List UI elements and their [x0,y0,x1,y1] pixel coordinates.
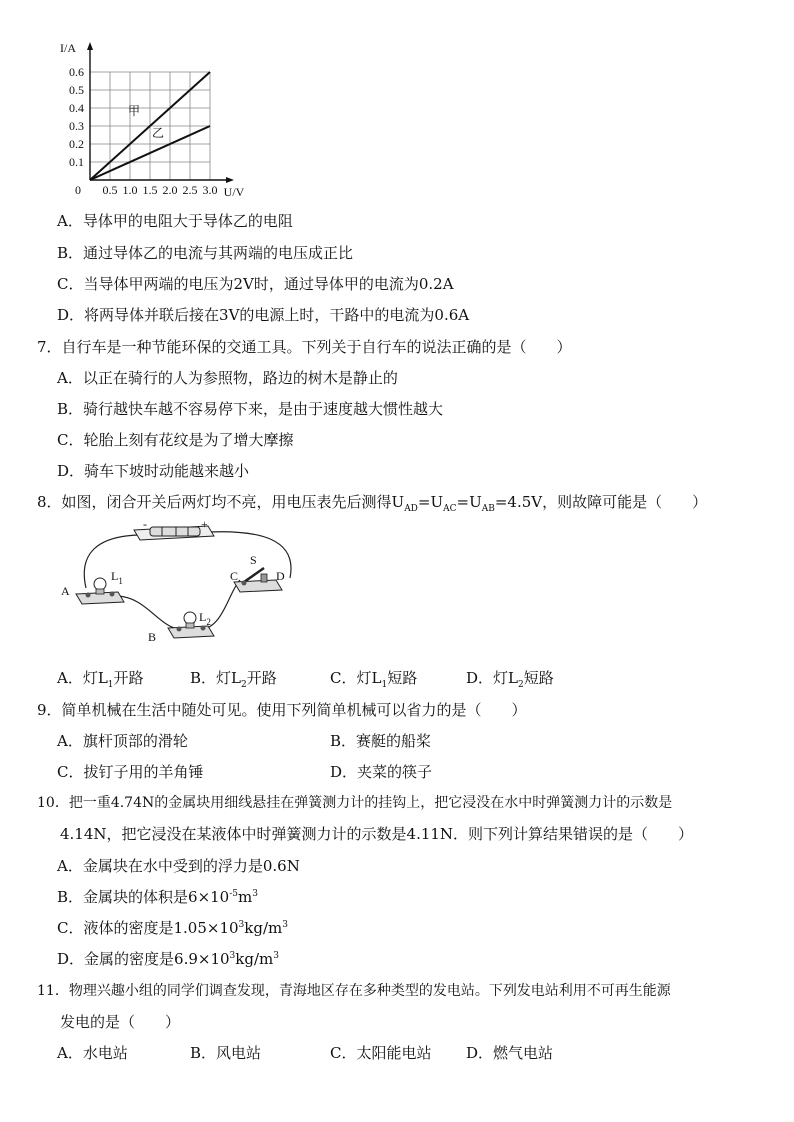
q7-option-a[interactable]: A．以正在骑行的人为参照物，路边的树木是静止的 [57,369,398,387]
y-tick-label-4: 0.5 [69,83,84,97]
q11-option-c[interactable]: C．太阳能电站 [330,1044,432,1062]
q8-stem [37,492,707,512]
q11-stem-line2: 发电的是（ ） [60,1013,181,1031]
x-tick-label-5: 3.0 [202,183,218,197]
q11-option-b[interactable]: B．风电站 [190,1044,262,1062]
x-tick-label-0: 0.5 [102,183,118,197]
circuit-label-a: A [61,584,70,598]
y-tick-label-0: 0.1 [69,155,84,169]
q8-option-a[interactable]: A．灯$L_1$开路 [57,669,144,690]
q8-sub-ac: AC [443,504,457,514]
y-tick-label-3: 0.4 [69,101,84,115]
q7-option-d[interactable]: D．骑车下坡时动能越来越小 [57,462,250,480]
q6-option-a[interactable]: A．导体甲的电阻大于导体乙的电阻 [57,212,293,230]
circuit-label-l1: $L_1$ [111,569,123,586]
x-axis-label: U/V [223,185,245,199]
origin-label: 0 [75,183,81,197]
q6-option-b[interactable]: B．通过导体乙的电流与其两端的电压成正比 [57,244,354,262]
q11-option-d[interactable]: D．燃气电站 [466,1044,554,1062]
y-tick-label-1: 0.2 [69,137,84,151]
switch-s [234,568,282,592]
q8-eq2: =U [456,493,482,511]
q8-sub-ab: AB [481,504,495,514]
battery-plus-label: + [201,518,208,531]
circuit-label-l2: $L_2$ [199,610,211,627]
x-tick-label-1: 1.0 [122,183,138,197]
q9-option-a[interactable]: A．旗杆顶部的滑轮 [57,732,188,750]
wire-l1-l2 [118,596,183,630]
series-label-jia: 甲 [127,104,141,119]
q10-stem-line1: 10．把一重4.74N的金属块用细线悬挂在弹簧测力计的挂钩上，把它浸没在水中时弹簧测力计的示数是 [37,795,673,811]
circuit-label-c: C [230,569,239,583]
q11-option-a[interactable]: A．水电站 [57,1044,128,1062]
q9-option-c[interactable]: C．拔钉子用的羊角锤 [57,763,204,781]
x-tick-label-2: 1.5 [142,183,158,197]
q8-option-d[interactable]: D．灯$L_2$短路 [466,669,554,690]
q8-stem-prefix: 8．如图，闭合开关后两灯均不亮，用电压表先后测得U [37,493,405,511]
q10-stem-line2: 4.14N，把它浸没在某液体中时弹簧测力计的示数是4.11N．则下列计算结果错误的是（ ） [60,825,694,843]
y-axis-label: I/A [60,41,76,55]
q8-stem-suffix: =4.5V，则故障可能是（ ） [494,493,708,511]
q8-eq1: =U [417,493,444,511]
y-axis-arrow [87,42,93,50]
q9-option-b[interactable]: B．赛艇的船桨 [330,732,432,750]
q8-sub-ad: AD [404,504,418,514]
y-tick-label-5: 0.6 [69,65,84,79]
q10-option-b[interactable]: B．金属块的体积是$6\times 10^{-5}m^3$ [57,888,258,906]
q6-option-c[interactable]: C．当导体甲两端的电压为2V时，通过导体甲的电流为0.2A [57,275,454,293]
battery-minus-label: - [143,518,147,531]
y-tick-label-2: 0.3 [69,119,84,133]
q8-option-c[interactable]: C．灯$L_1$短路 [330,669,418,690]
x-axis-arrow [226,177,234,183]
q9-option-d[interactable]: D．夹菜的筷子 [330,763,433,781]
circuit-diagram [58,518,308,653]
q7-option-b[interactable]: B．骑行越快车越不容易停下来，是由于速度越大惯性越大 [57,400,444,418]
x-tick-label-3: 2.0 [162,183,178,197]
circuit-label-s: S [250,553,257,567]
series-label-yi: 乙 [151,125,165,140]
q9-stem: 9．简单机械在生活中随处可见。使用下列简单机械可以省力的是（ ） [37,701,527,719]
circuit-label-b: B [148,630,157,644]
iu-chart [50,40,260,200]
x-tick-label-4: 2.5 [182,183,198,197]
q7-option-c[interactable]: C．轮胎上刻有花纹是为了增大摩擦 [57,431,294,449]
q10-option-a[interactable]: A．金属块在水中受到的浮力是0.6N [57,857,300,875]
circuit-label-d: D [276,569,285,583]
q10-option-d[interactable]: D．金属的密度是$6.9\times 10^3kg/m^3$ [57,950,279,968]
q10-option-c[interactable]: C．液体的密度是$1.05\times 10^3kg/m^3$ [57,919,288,937]
chart-labels [60,41,245,199]
q11-stem-line1: 11．物理兴趣小组的同学们调查发现，青海地区存在多种类型的发电站。下列发电站利用不可再生能源 [37,983,671,999]
q6-option-d[interactable]: D．将两导体并联后接在3V的电源上时，干路中的电流为0.6A [57,306,470,324]
q8-option-b[interactable]: B．灯$L_2$开路 [190,669,277,690]
q7-stem: 7．自行车是一种节能环保的交通工具。下列关于自行车的说法正确的是（ ） [37,338,572,356]
